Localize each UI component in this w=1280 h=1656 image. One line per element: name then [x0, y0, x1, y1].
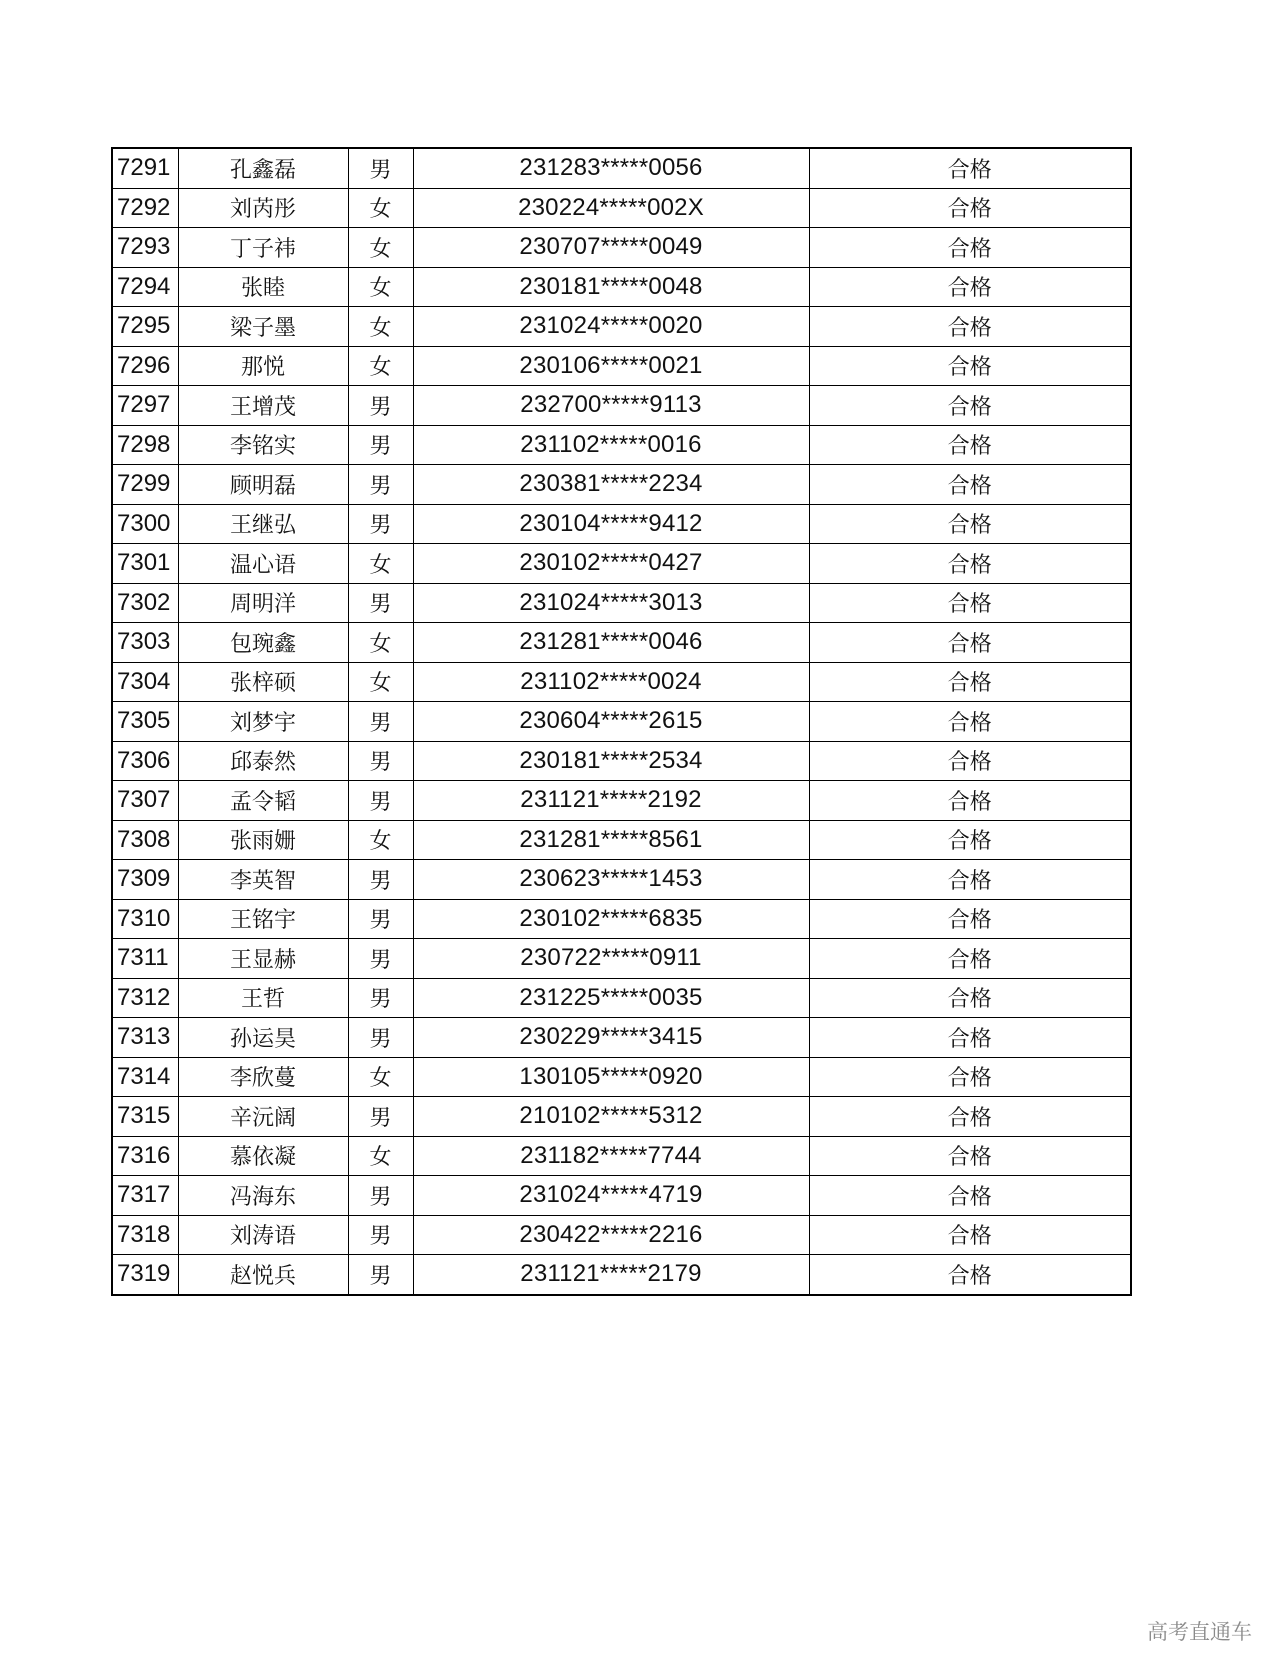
- gender-cell: 男: [348, 583, 413, 623]
- gender-cell: 男: [348, 860, 413, 900]
- gender-cell: 女: [348, 623, 413, 663]
- result-cell: 合格: [809, 820, 1131, 860]
- id-number-cell: 231182*****7744: [413, 1136, 809, 1176]
- row-number-cell: 7292: [112, 188, 178, 228]
- table-row: [112, 346, 1131, 386]
- row-number-cell: 7310: [112, 899, 178, 939]
- row-number-cell: 7298: [112, 425, 178, 465]
- table-row: [112, 899, 1131, 939]
- row-number-cell: 7295: [112, 307, 178, 347]
- name-cell: 冯海东: [178, 1176, 348, 1216]
- id-number-cell: 231102*****0016: [413, 425, 809, 465]
- id-number-cell: 231281*****8561: [413, 820, 809, 860]
- row-number-cell: 7312: [112, 978, 178, 1018]
- gender-cell: 男: [348, 978, 413, 1018]
- result-cell: 合格: [809, 702, 1131, 742]
- name-cell: 王增茂: [178, 386, 348, 426]
- row-number-cell: 7301: [112, 544, 178, 584]
- name-cell: 包琬鑫: [178, 623, 348, 663]
- gender-cell: 男: [348, 504, 413, 544]
- row-number-cell: 7309: [112, 860, 178, 900]
- row-number-cell: 7311: [112, 939, 178, 979]
- result-cell: 合格: [809, 1215, 1131, 1255]
- row-number-cell: 7315: [112, 1097, 178, 1137]
- table-row: [112, 1255, 1131, 1295]
- id-number-cell: 230181*****0048: [413, 267, 809, 307]
- row-number-cell: 7318: [112, 1215, 178, 1255]
- row-number-cell: 7304: [112, 662, 178, 702]
- id-number-cell: 231121*****2179: [413, 1255, 809, 1295]
- gender-cell: 男: [348, 148, 413, 188]
- result-cell: 合格: [809, 386, 1131, 426]
- name-cell: 那悦: [178, 346, 348, 386]
- name-cell: 孔鑫磊: [178, 148, 348, 188]
- table-row: [112, 978, 1131, 1018]
- table-row: [112, 267, 1131, 307]
- row-number-cell: 7314: [112, 1057, 178, 1097]
- id-number-cell: 231121*****2192: [413, 781, 809, 821]
- result-cell: 合格: [809, 781, 1131, 821]
- table-row: [112, 702, 1131, 742]
- gender-cell: 女: [348, 228, 413, 268]
- table-row: [112, 1057, 1131, 1097]
- name-cell: 李铭实: [178, 425, 348, 465]
- id-number-cell: 230106*****0021: [413, 346, 809, 386]
- gender-cell: 女: [348, 662, 413, 702]
- gender-cell: 女: [348, 544, 413, 584]
- table-row: [112, 583, 1131, 623]
- name-cell: 王哲: [178, 978, 348, 1018]
- gender-cell: 男: [348, 741, 413, 781]
- id-number-cell: 230102*****6835: [413, 899, 809, 939]
- name-cell: 张梓硕: [178, 662, 348, 702]
- result-cell: 合格: [809, 307, 1131, 347]
- table-row: [112, 228, 1131, 268]
- name-cell: 孙运昊: [178, 1018, 348, 1058]
- name-cell: 李欣蔓: [178, 1057, 348, 1097]
- id-number-cell: 231024*****3013: [413, 583, 809, 623]
- id-number-cell: 230181*****2534: [413, 741, 809, 781]
- result-cell: 合格: [809, 939, 1131, 979]
- table-row: [112, 623, 1131, 663]
- gender-cell: 男: [348, 1097, 413, 1137]
- table-row: [112, 1097, 1131, 1137]
- name-cell: 赵悦兵: [178, 1255, 348, 1295]
- id-number-cell: 231225*****0035: [413, 978, 809, 1018]
- row-number-cell: 7319: [112, 1255, 178, 1295]
- table-row: [112, 781, 1131, 821]
- table-row: [112, 939, 1131, 979]
- gender-cell: 女: [348, 1057, 413, 1097]
- results-table-body: [112, 148, 1131, 1295]
- result-cell: 合格: [809, 465, 1131, 505]
- result-cell: 合格: [809, 504, 1131, 544]
- id-number-cell: 230224*****002X: [413, 188, 809, 228]
- result-cell: 合格: [809, 425, 1131, 465]
- row-number-cell: 7308: [112, 820, 178, 860]
- name-cell: 辛沅阔: [178, 1097, 348, 1137]
- id-number-cell: 230104*****9412: [413, 504, 809, 544]
- gender-cell: 女: [348, 188, 413, 228]
- id-number-cell: 232700*****9113: [413, 386, 809, 426]
- name-cell: 张睦: [178, 267, 348, 307]
- id-number-cell: 230604*****2615: [413, 702, 809, 742]
- table-row: [112, 1136, 1131, 1176]
- table-row: [112, 662, 1131, 702]
- result-cell: 合格: [809, 544, 1131, 584]
- row-number-cell: 7294: [112, 267, 178, 307]
- id-number-cell: 230722*****0911: [413, 939, 809, 979]
- name-cell: 温心语: [178, 544, 348, 584]
- name-cell: 梁子墨: [178, 307, 348, 347]
- gender-cell: 男: [348, 1018, 413, 1058]
- table-row: [112, 1176, 1131, 1216]
- row-number-cell: 7302: [112, 583, 178, 623]
- result-cell: 合格: [809, 978, 1131, 1018]
- result-cell: 合格: [809, 741, 1131, 781]
- table-row: [112, 860, 1131, 900]
- result-cell: 合格: [809, 899, 1131, 939]
- gender-cell: 女: [348, 346, 413, 386]
- name-cell: 周明洋: [178, 583, 348, 623]
- table-row: [112, 820, 1131, 860]
- row-number-cell: 7293: [112, 228, 178, 268]
- result-cell: 合格: [809, 346, 1131, 386]
- name-cell: 孟令韬: [178, 781, 348, 821]
- row-number-cell: 7296: [112, 346, 178, 386]
- gender-cell: 女: [348, 820, 413, 860]
- name-cell: 王继弘: [178, 504, 348, 544]
- name-cell: 慕依凝: [178, 1136, 348, 1176]
- result-cell: 合格: [809, 228, 1131, 268]
- row-number-cell: 7300: [112, 504, 178, 544]
- result-cell: 合格: [809, 148, 1131, 188]
- name-cell: 刘涛语: [178, 1215, 348, 1255]
- id-number-cell: 210102*****5312: [413, 1097, 809, 1137]
- gender-cell: 男: [348, 465, 413, 505]
- gender-cell: 女: [348, 307, 413, 347]
- result-cell: 合格: [809, 1136, 1131, 1176]
- name-cell: 刘梦宇: [178, 702, 348, 742]
- gender-cell: 男: [348, 939, 413, 979]
- table-row: [112, 504, 1131, 544]
- gender-cell: 男: [348, 702, 413, 742]
- id-number-cell: 231024*****0020: [413, 307, 809, 347]
- gender-cell: 女: [348, 1136, 413, 1176]
- result-cell: 合格: [809, 1255, 1131, 1295]
- id-number-cell: 130105*****0920: [413, 1057, 809, 1097]
- result-cell: 合格: [809, 1018, 1131, 1058]
- table-row: [112, 307, 1131, 347]
- table-row: [112, 425, 1131, 465]
- result-cell: 合格: [809, 583, 1131, 623]
- gender-cell: 男: [348, 781, 413, 821]
- result-cell: 合格: [809, 267, 1131, 307]
- result-cell: 合格: [809, 623, 1131, 663]
- row-number-cell: 7307: [112, 781, 178, 821]
- result-cell: 合格: [809, 662, 1131, 702]
- results-table: [111, 147, 1132, 1296]
- name-cell: 张雨姗: [178, 820, 348, 860]
- gender-cell: 男: [348, 1215, 413, 1255]
- name-cell: 王铭宇: [178, 899, 348, 939]
- table-row: [112, 1018, 1131, 1058]
- id-number-cell: 230422*****2216: [413, 1215, 809, 1255]
- row-number-cell: 7317: [112, 1176, 178, 1216]
- id-number-cell: 230381*****2234: [413, 465, 809, 505]
- row-number-cell: 7306: [112, 741, 178, 781]
- id-number-cell: 231281*****0046: [413, 623, 809, 663]
- row-number-cell: 7303: [112, 623, 178, 663]
- name-cell: 顾明磊: [178, 465, 348, 505]
- table-row: [112, 544, 1131, 584]
- result-cell: 合格: [809, 1097, 1131, 1137]
- table-row: [112, 741, 1131, 781]
- table-row: [112, 188, 1131, 228]
- id-number-cell: 230623*****1453: [413, 860, 809, 900]
- result-cell: 合格: [809, 188, 1131, 228]
- id-number-cell: 231024*****4719: [413, 1176, 809, 1216]
- name-cell: 李英智: [178, 860, 348, 900]
- name-cell: 邱泰然: [178, 741, 348, 781]
- name-cell: 王显赫: [178, 939, 348, 979]
- name-cell: 丁子祎: [178, 228, 348, 268]
- gender-cell: 男: [348, 1176, 413, 1216]
- row-number-cell: 7313: [112, 1018, 178, 1058]
- name-cell: 刘芮彤: [178, 188, 348, 228]
- watermark-text: 高考直通车: [1147, 1620, 1252, 1644]
- table-row: [112, 148, 1131, 188]
- table-row: [112, 1215, 1131, 1255]
- row-number-cell: 7297: [112, 386, 178, 426]
- id-number-cell: 231283*****0056: [413, 148, 809, 188]
- row-number-cell: 7316: [112, 1136, 178, 1176]
- row-number-cell: 7305: [112, 702, 178, 742]
- result-cell: 合格: [809, 1057, 1131, 1097]
- gender-cell: 女: [348, 267, 413, 307]
- result-cell: 合格: [809, 1176, 1131, 1216]
- gender-cell: 男: [348, 1255, 413, 1295]
- gender-cell: 男: [348, 386, 413, 426]
- row-number-cell: 7291: [112, 148, 178, 188]
- table-row: [112, 465, 1131, 505]
- id-number-cell: 230229*****3415: [413, 1018, 809, 1058]
- id-number-cell: 230102*****0427: [413, 544, 809, 584]
- table-row: [112, 386, 1131, 426]
- id-number-cell: 230707*****0049: [413, 228, 809, 268]
- id-number-cell: 231102*****0024: [413, 662, 809, 702]
- gender-cell: 男: [348, 899, 413, 939]
- gender-cell: 男: [348, 425, 413, 465]
- result-cell: 合格: [809, 860, 1131, 900]
- row-number-cell: 7299: [112, 465, 178, 505]
